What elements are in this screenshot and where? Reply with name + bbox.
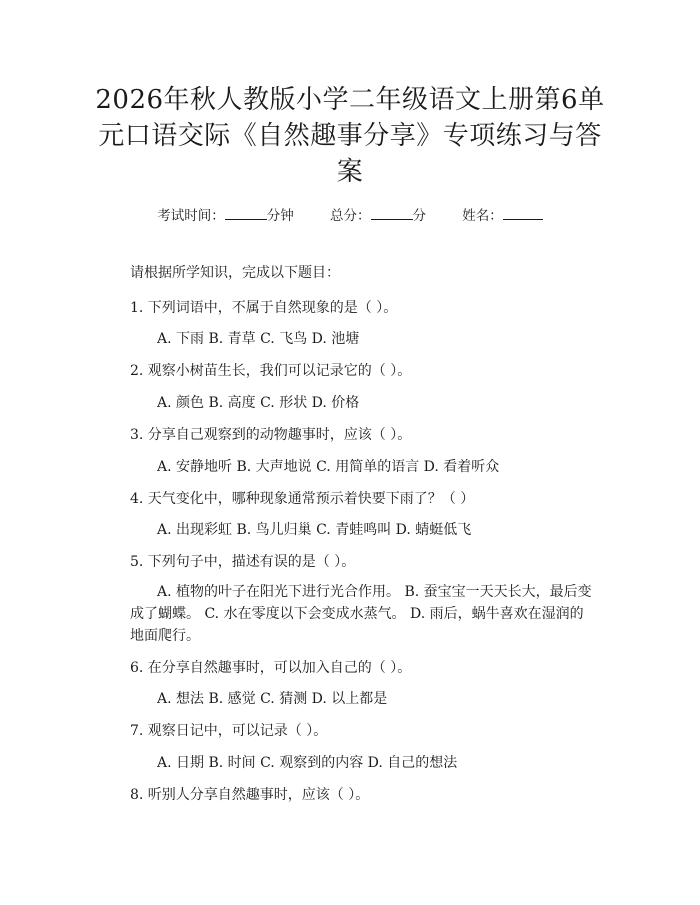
total-score-field (330, 206, 426, 225)
question-3-stem: 3. 分享自己观察到的动物趣事时，应该（ ）。 (130, 427, 412, 443)
exam-time-blank[interactable] (225, 206, 267, 220)
question-6-stem: 6. 在分享自然趣事时，可以加入自己的（ ）。 (130, 660, 412, 676)
exam-time-unit: 分钟 (266, 208, 294, 224)
total-score-label: 总分： (330, 208, 371, 224)
total-score-unit: 分 (412, 208, 426, 224)
exam-info-line (0, 206, 700, 225)
student-name-label: 姓名： (462, 208, 503, 224)
question-6-options: A. 想法 B. 感觉 C. 猜测 D. 以上都是 (157, 691, 388, 707)
total-score-blank[interactable] (371, 206, 413, 220)
question-8-stem: 8. 听别人分享自然趣事时，应该（ ）。 (130, 787, 370, 803)
question-4-stem: 4. 天气变化中，哪种现象通常预示着快要下雨了？（ ） (130, 491, 475, 507)
exam-time-label: 考试时间： (157, 208, 225, 224)
document-title: 2026年秋人教版小学二年级语文上册第6单元口语交际《自然趣事分享》专项练习与答案 (95, 85, 605, 187)
question-1-options: A. 下雨 B. 青草 C. 飞鸟 D. 池塘 (157, 331, 360, 347)
student-name-blank[interactable] (503, 206, 543, 220)
question-2-options: A. 颜色 B. 高度 C. 形状 D. 价格 (157, 395, 360, 411)
question-1-stem: 1. 下列词语中，不属于自然现象的是（ ）。 (130, 300, 398, 316)
instruction-text: 请根据所学知识，完成以下题目： (130, 265, 340, 281)
question-5-stem: 5. 下列句子中，描述有误的是（ ）。 (130, 554, 356, 570)
question-2-stem: 2. 观察小树苗生长，我们可以记录它的（ ）。 (130, 363, 412, 379)
exam-time-field (157, 206, 294, 225)
question-3-options: A. 安静地听 B. 大声地说 C. 用简单的语言 D. 看着听众 (157, 459, 500, 475)
student-name-field (462, 206, 543, 225)
question-5-options: A. 植物的叶子在阳光下进行光合作用。 B. 蚕宝宝一天天长大，最后变成了蝴蝶。 C. 水在零度以下会变成水蒸气。 D. 雨后，蜗牛喜欢在湿润的地面爬行。 (130, 584, 592, 644)
question-4-options: A. 出现彩虹 B. 鸟儿归巢 C. 青蛙鸣叫 D. 蜻蜓低飞 (157, 522, 472, 538)
question-7-options: A. 日期 B. 时间 C. 观察到的内容 D. 自己的想法 (157, 755, 458, 771)
question-7-stem: 7. 观察日记中，可以记录（ ）。 (130, 723, 328, 739)
